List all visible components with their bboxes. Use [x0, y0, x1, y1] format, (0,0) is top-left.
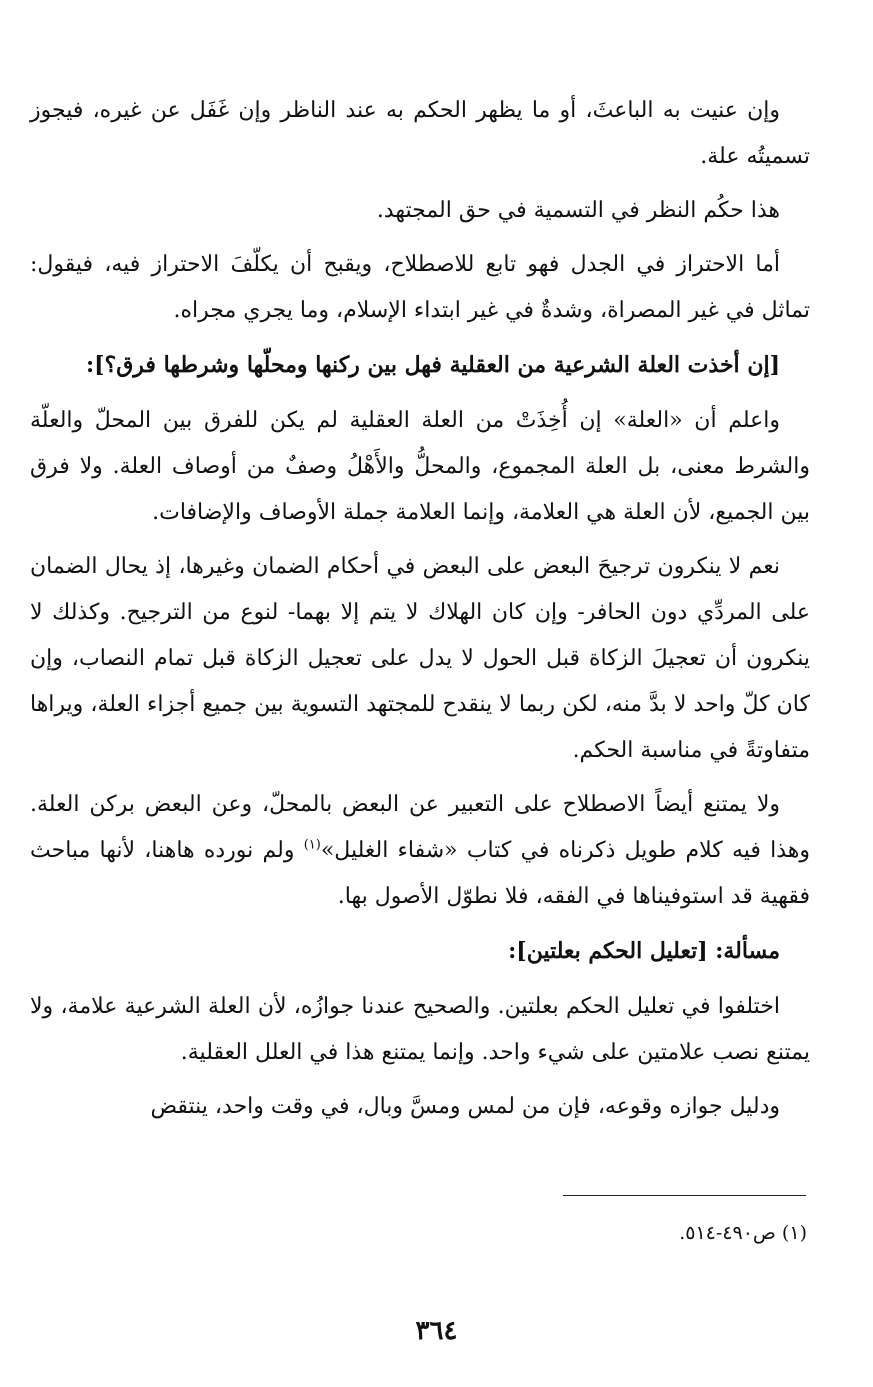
page-number: ٣٦٤ — [415, 1316, 458, 1346]
paragraph-7: اختلفوا في تعليل الحكم بعلتين. والصحيح عندنا جوازُه، لأن العلة الشرعية علامة، ولا يمتنع نصب علامتين على شيء واحد. وإنما يمتنع هذا في العلل العقلية. — [30, 994, 810, 1065]
page-body — [30, 88, 810, 1138]
paragraph-1: وإن عنيت به الباعثَ، أو ما يظهر الحكم به عند الناظر وإن غَفَل عن غيره، فيجوز تسميتُه علة. — [30, 98, 810, 169]
footnote-divider — [563, 1195, 806, 1196]
footnote: (١) ص٤٩٠-٥١٤. — [679, 1222, 807, 1244]
paragraph-6-part-a: ولا يمتنع أيضاً الاصطلاح على التعبير عن البعض بالمحلّ، وعن البعض بركن العلة. وهذا فيه كلام طويل ذكرناه في كتاب «شفاء الغليل» — [30, 792, 810, 863]
paragraph-8: ودليل جوازه وقوعه، فإن من لمس ومسَّ وبال، في وقت واحد، ينتقض — [150, 1094, 780, 1119]
section-heading-1: [إن أخذت العلة الشرعية من العقلية فهل بين ركنها ومحلّها وشرطها فرق؟]: — [86, 352, 780, 378]
paragraph-3: أما الاحتراز في الجدل فهو تابع للاصطلاح، ويقبح أن يكلّفَ الاحتراز فيه، فيقول: تماثل في غير المصراة، وشدةٌ في غير ابتداء الإسلام، وما يجري مجراه. — [30, 252, 810, 323]
footnote-reference[interactable]: (١) — [303, 837, 321, 853]
paragraph-2: هذا حكُم النظر في التسمية في حق المجتهد. — [376, 198, 780, 223]
paragraph-6 — [30, 782, 810, 920]
paragraph-6-part-b: ولم نورده هاهنا، لأنها مباحث فقهية قد استوفيناها في الفقه، فلا نطوّل الأصول بها. — [30, 838, 810, 909]
paragraph-4: واعلم أن «العلة» إن أُخِذَتْ من العلة العقلية لم يكن للفرق بين المحلّ والعلّة والشرط معنى، بل العلة المجموع، والمحلُّ والأَهْلُ وصفٌ من أوصاف العلة. ولا فرق بين الجميع، لأن العلة هي العلامة، وإنما العلامة جملة الأوصاف والإضافات. — [30, 408, 810, 525]
paragraph-5: نعم لا ينكرون ترجيحَ البعض على البعض في أحكام الضمان وغيرها، إذ يحال الضمان على المردِّي دون الحافر- وإن كان الهلاك لا يتم إلا بهما- لنوع من الترجيح. وكذلك لا ينكرون أن تعجيلَ الزكاة قبل الحول لا يدل على تعجيل الزكاة قبل تمام النصاب، وإن كان كلّ واحد لا بدَّ منه، لكن ربما لا ينقدح للمجتهد التسوية بين جميع أجزاء العلة، ويراها متفاوتةً في مناسبة الحكم. — [30, 554, 810, 763]
section-heading-2: مسألة: [تعليل الحكم بعلتين]: — [508, 938, 780, 964]
